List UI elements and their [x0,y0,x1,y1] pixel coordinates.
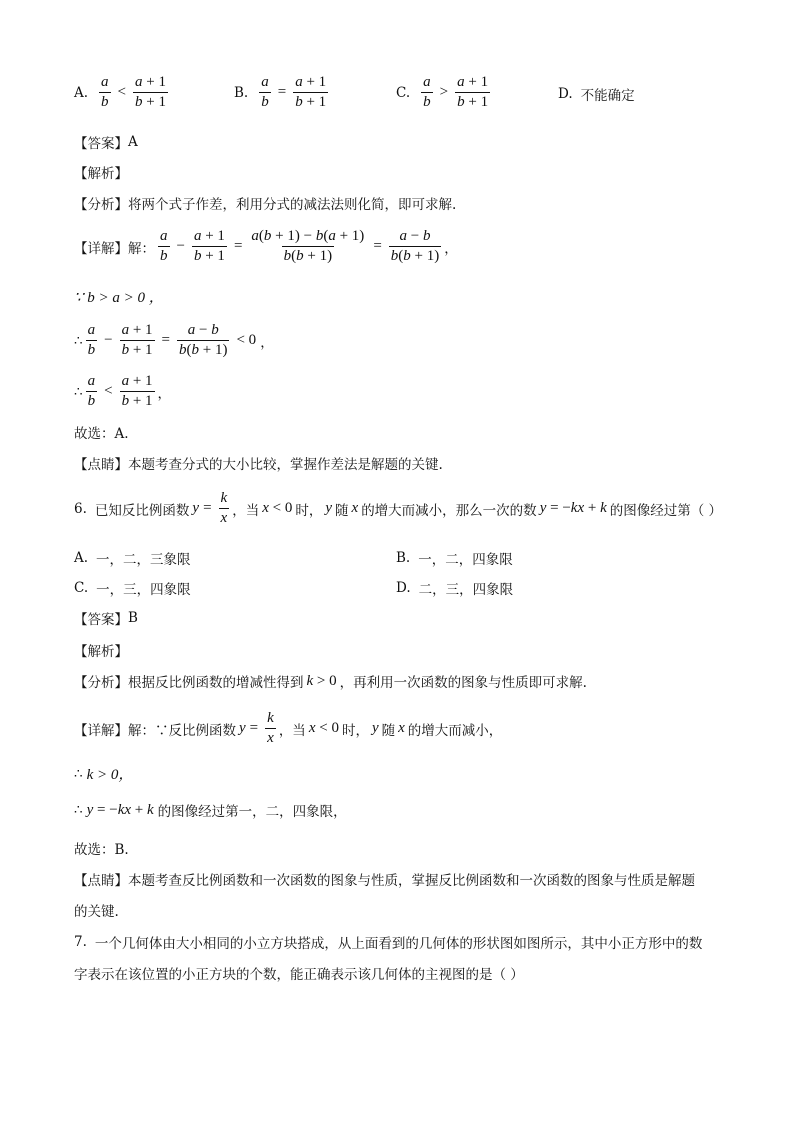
detail-text: 随 [381,722,396,739]
stem-text: 时， [295,502,323,519]
option-text: 一，二，三象限 [96,552,191,568]
option-label: D. [558,86,573,102]
comment-tag: 【点睛】 [74,873,128,889]
fenxi-text: 将两个式子作差，利用分式的减法法则化简，即可求解. [128,197,457,213]
option-label: B. [396,550,411,566]
q5-analysis-tag [74,162,128,182]
stem-text: 的增大而减小，那么一次的数 [361,502,537,519]
stem-text: ，当 [232,502,260,519]
relation-symbol: > [439,84,449,100]
detail-tag: 【详解】 [74,240,128,257]
stem-text: 字表示在该位置的小正方块的个数，能正确表示该几何体的主视图的是（ ） [74,967,524,983]
comment-text: 的关键. [74,904,119,920]
q6-option-a [74,548,191,568]
detail-prefix: 解： [128,240,155,257]
k-condition: k > 0， [86,767,134,783]
relation-symbol: = [277,84,287,100]
answer-tag: 【答案】 [74,612,128,628]
q5-detail-equation: 【详解】 解： $\frac{a}{b}$ − $\frac{a + 1}{b + 1}$ = $\frac{a(b + 1) - b(a + 1)}{b(b + 1)}$ = $\frac{a - b}{b(b + 1)}$ ， [74,228,458,264]
detail-text: 时， [341,722,369,739]
stem-text: 随 [335,502,349,519]
stem-text: 一个几何体由大小相同的小立方块搭成，从上面看到的几何体的形状图如图所示，其中小正方形中的数 [94,936,703,952]
q5-option-a: A. $\frac{a}{b}$ < $\frac{a + 1}{b + 1}$ [74,74,166,110]
q6-fenxi: 【分析】 根据反比例函数的增减性得到 k > 0 ，再利用一次函数的图象与性质即可求解. [74,672,587,691]
answer-tag: 【答案】 [74,136,128,152]
q6-detail: 【详解】 解：∵反比例函数 y = $\frac{k}{x}$ ，当 x < 0 时， y 随 x 的增大而减小， [74,710,503,746]
stem-text: 的图像经过第（ ） [609,502,723,519]
q5-fenxi [74,193,456,213]
q6-stem: 6. 已知反比例函数 y = $\frac{k}{x}$ ，当 x < 0 时， y 随 x 的增大而减小，那么一次的数 y = −kx + k 的图像经过第（ ） [74,490,723,526]
question-number: 6. [74,500,87,517]
question-number: 7. [74,934,87,950]
option-label: A. [74,550,89,566]
q6-choose [74,838,129,858]
therefore-symbol: ∴ [74,765,83,782]
option-label: D. [396,580,411,596]
q5-choose [74,422,129,442]
detail-tag: 【详解】 [74,722,128,739]
q5-since-line [74,286,164,307]
analysis-tag: 【解析】 [74,644,128,660]
therefore-symbol: ∴ [74,332,83,349]
option-text: 一，三，四象限 [96,582,191,598]
q5-option-b: B. $\frac{a}{b}$ = $\frac{a + 1}{b + 1}$ [234,74,327,110]
q6-comment-2 [74,900,119,920]
option-label: C. [74,580,89,596]
fenxi-tag: 【分析】 [74,675,128,691]
q5-option-c: C. $\frac{a}{b}$ > $\frac{a + 1}{b + 1}$ [396,74,489,110]
option-text: 二，三，四象限 [418,582,514,598]
q6-comment-1 [74,869,695,889]
option-label: B. [234,84,249,101]
q5-option-d [558,84,635,104]
answer-value: A [128,134,138,150]
detail-text: ，当 [278,722,306,739]
q5-comment [74,453,443,473]
detail-text: 解：∵反比例函数 [128,722,236,739]
q7-stem-2 [74,963,524,983]
comment-text: 本题考查分式的大小比较，掌握作差法是解题的关键. [128,457,443,473]
q6-answer [74,608,138,628]
option-label: A. [74,84,89,101]
q7-stem-1 [74,932,702,952]
q6-option-d [396,578,513,598]
q6-analysis-tag [74,640,128,660]
relation-symbol: < [117,84,127,100]
analysis-tag: 【解析】 [74,166,128,182]
q6-graph-line: ∴ y = −kx + k 的图像经过第一，二，四象限， [74,801,347,820]
stem-text: 已知反比例函数 [94,502,190,519]
therefore-symbol: ∴ [74,383,83,400]
therefore-symbol: ∴ [74,802,83,818]
since-text: ∵ b > a > 0 ， [74,290,164,306]
q5-answer [74,132,138,152]
q6-k-line [74,763,133,784]
option-text: 一，二，四象限 [418,552,513,568]
answer-value: B [128,610,138,626]
fenxi-text: ，再利用一次函数的图象与性质即可求解. [339,675,587,691]
fenxi-tag: 【分析】 [74,197,128,213]
choose-text: 故选：B. [74,842,129,858]
comment-tag: 【点睛】 [74,457,128,473]
q6-option-b [396,548,513,568]
comment-text: 本题考查反比例函数和一次函数的图象与性质，掌握反比例函数和一次函数的图象与性质是解题 [128,873,695,889]
q5-difference-line: ∴ $\frac{a}{b}$ − $\frac{a + 1}{b + 1}$ = $\frac{a - b}{b(b + 1)}$ < 0 ， [74,322,274,358]
choose-text: 故选：A. [74,426,129,442]
fenxi-text: 根据反比例函数的增减性得到 [128,675,304,691]
q5-conclusion-line: ∴ $\frac{a}{b}$ < $\frac{a + 1}{b + 1}$ ， [74,373,172,409]
option-text: 不能确定 [580,88,635,104]
option-label: C. [396,84,411,101]
detail-text: 的增大而减小， [407,722,503,739]
q6-option-c [74,578,191,598]
graph-text: 的图像经过第一，二，四象限， [157,804,347,820]
